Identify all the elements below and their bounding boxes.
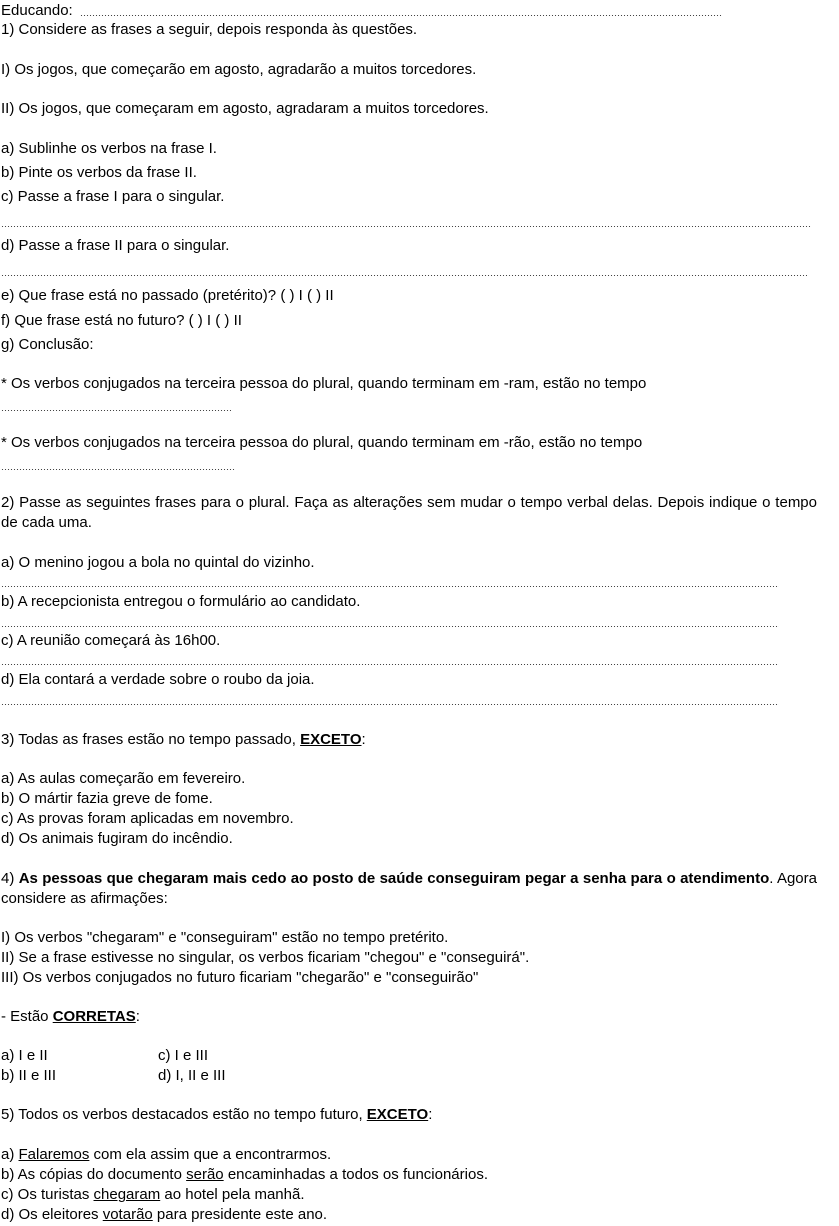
q3-option-b[interactable]: b) O mártir fazia greve de fome. [1,790,213,807]
q4-prompt-rest: . Agora considere as afirmações: [1,870,817,907]
q4-option-b[interactable]: b) II e III [1,1067,57,1084]
q5-option-a-rest: com ela assim que a encontrarmos. [89,1146,332,1163]
q4-option-c[interactable]: c) I e III [158,1047,209,1064]
q5-option-d-prefix: d) Os eleitores [1,1206,103,1223]
q1-sentence-1: I) Os jogos, que começarão em agosto, agradarão a muitos torcedores. [1,61,477,78]
q4-bold-sentence: As pessoas que chegaram mais cedo ao posto de saúde conseguiram pegar a senha para o atendimento [18,870,770,887]
q1-sentence-2: II) Os jogos, que começaram em agosto, agradaram a muitos torcedores. [1,100,489,117]
q5-option-d-rest: para presidente este ano. [152,1206,328,1223]
q3-prompt-emphasis: EXCETO [300,731,362,748]
q4-option-a[interactable]: a) I e II [1,1047,48,1064]
q5-option-c-verb: chegaram [93,1186,161,1203]
q5-option-b[interactable] [1,1166,488,1184]
q2-answer-line-a[interactable] [1,586,779,587]
q5-option-b-rest: encaminhadas a todos os funcionários. [223,1166,488,1183]
q5-prompt-text: 5) Todos os verbos destacados estão no tempo futuro, [1,1106,367,1123]
q3-prompt [1,731,366,749]
q4-statement-1: I) Os verbos "chegaram" e "conseguiram" estão no tempo pretérito. [1,929,449,946]
q4-number: 4) [1,870,19,887]
q2-item-b: b) A recepcionista entregou o formulário ao candidato. [1,593,361,610]
q4-ask-colon: : [135,1008,140,1025]
q4-ask-emphasis: CORRETAS [52,1008,136,1025]
q5-prompt [1,1106,432,1124]
q1-item-b: b) Pinte os verbos da frase II. [1,164,197,181]
q3-prompt-text: 3) Todas as frases estão no tempo passado, [1,731,301,748]
q1-conclusion-1-line[interactable] [1,410,231,411]
q2-answer-line-b[interactable] [1,626,779,627]
q4-ask-text: - Estão [1,1008,53,1025]
q4-statement-2: II) Se a frase estivesse no singular, os verbos ficariam "chegou" e "conseguirá". [1,949,530,966]
q3-option-c[interactable]: c) As provas foram aplicadas em novembro. [1,810,294,827]
q2-item-a: a) O menino jogou a bola no quintal do vizinho. [1,554,315,571]
q1-conclusion-2-line[interactable] [1,469,235,470]
q1-answer-line-c[interactable] [1,226,811,227]
q5-option-c[interactable] [1,1186,305,1204]
student-name-line[interactable] [80,15,722,16]
q1-conclusion-2: * Os verbos conjugados na terceira pessoa do plural, quando terminam em -rão, estão no tempo [1,434,643,451]
q5-prompt-colon: : [428,1106,433,1123]
q3-prompt-colon: : [361,731,366,748]
q5-option-d-verb: votarão [102,1206,153,1223]
q5-option-c-rest: ao hotel pela manhã. [160,1186,305,1203]
q1-item-a: a) Sublinhe os verbos na frase I. [1,140,217,157]
q4-ask [1,1008,140,1026]
q2-answer-line-d[interactable] [1,704,779,705]
q5-option-a-prefix: a) [1,1146,19,1163]
q5-option-b-prefix: b) As cópias do documento [1,1166,187,1183]
student-name-label: Educando: [1,2,73,19]
q1-prompt: 1) Considere as frases a seguir, depois responda às questões. [1,21,418,38]
q1-item-c: c) Passe a frase I para o singular. [1,188,225,205]
q1-answer-line-d[interactable] [1,275,807,276]
q2-item-d: d) Ela contará a verdade sobre o roubo da joia. [1,671,315,688]
q3-option-a[interactable]: a) As aulas começarão em fevereiro. [1,770,246,787]
q5-option-b-verb: serão [186,1166,224,1183]
q2-prompt: 2) Passe as seguintes frases para o plural. Faça as alterações sem mudar o tempo verbal delas. Depois indique o tempo de cada uma. [1,494,817,531]
q1-conclusion-1: * Os verbos conjugados na terceira pessoa do plural, quando terminam em -ram, estão no tempo [1,375,647,392]
q1-item-f: f) Que frase está no futuro? ( ) I ( ) II [1,312,242,329]
q2-item-c: c) A reunião começará às 16h00. [1,632,221,649]
q1-item-g: g) Conclusão: [1,336,94,353]
q4-option-d[interactable]: d) I, II e III [158,1067,226,1084]
q1-item-e: e) Que frase está no passado (pretérito)? ( ) I ( ) II [1,287,334,304]
q4-statement-3: III) Os verbos conjugados no futuro ficariam "chegarão" e "conseguirão" [1,969,479,986]
q5-option-c-prefix: c) Os turistas [1,1186,94,1203]
q2-answer-line-c[interactable] [1,664,779,665]
q5-option-a[interactable] [1,1146,331,1164]
q5-prompt-emphasis: EXCETO [366,1106,429,1123]
q4-prompt [1,869,817,909]
q1-item-d: d) Passe a frase II para o singular. [1,237,230,254]
q5-option-d[interactable] [1,1206,327,1224]
q5-option-a-verb: Falaremos [18,1146,90,1163]
q3-option-d[interactable]: d) Os animais fugiram do incêndio. [1,830,233,847]
